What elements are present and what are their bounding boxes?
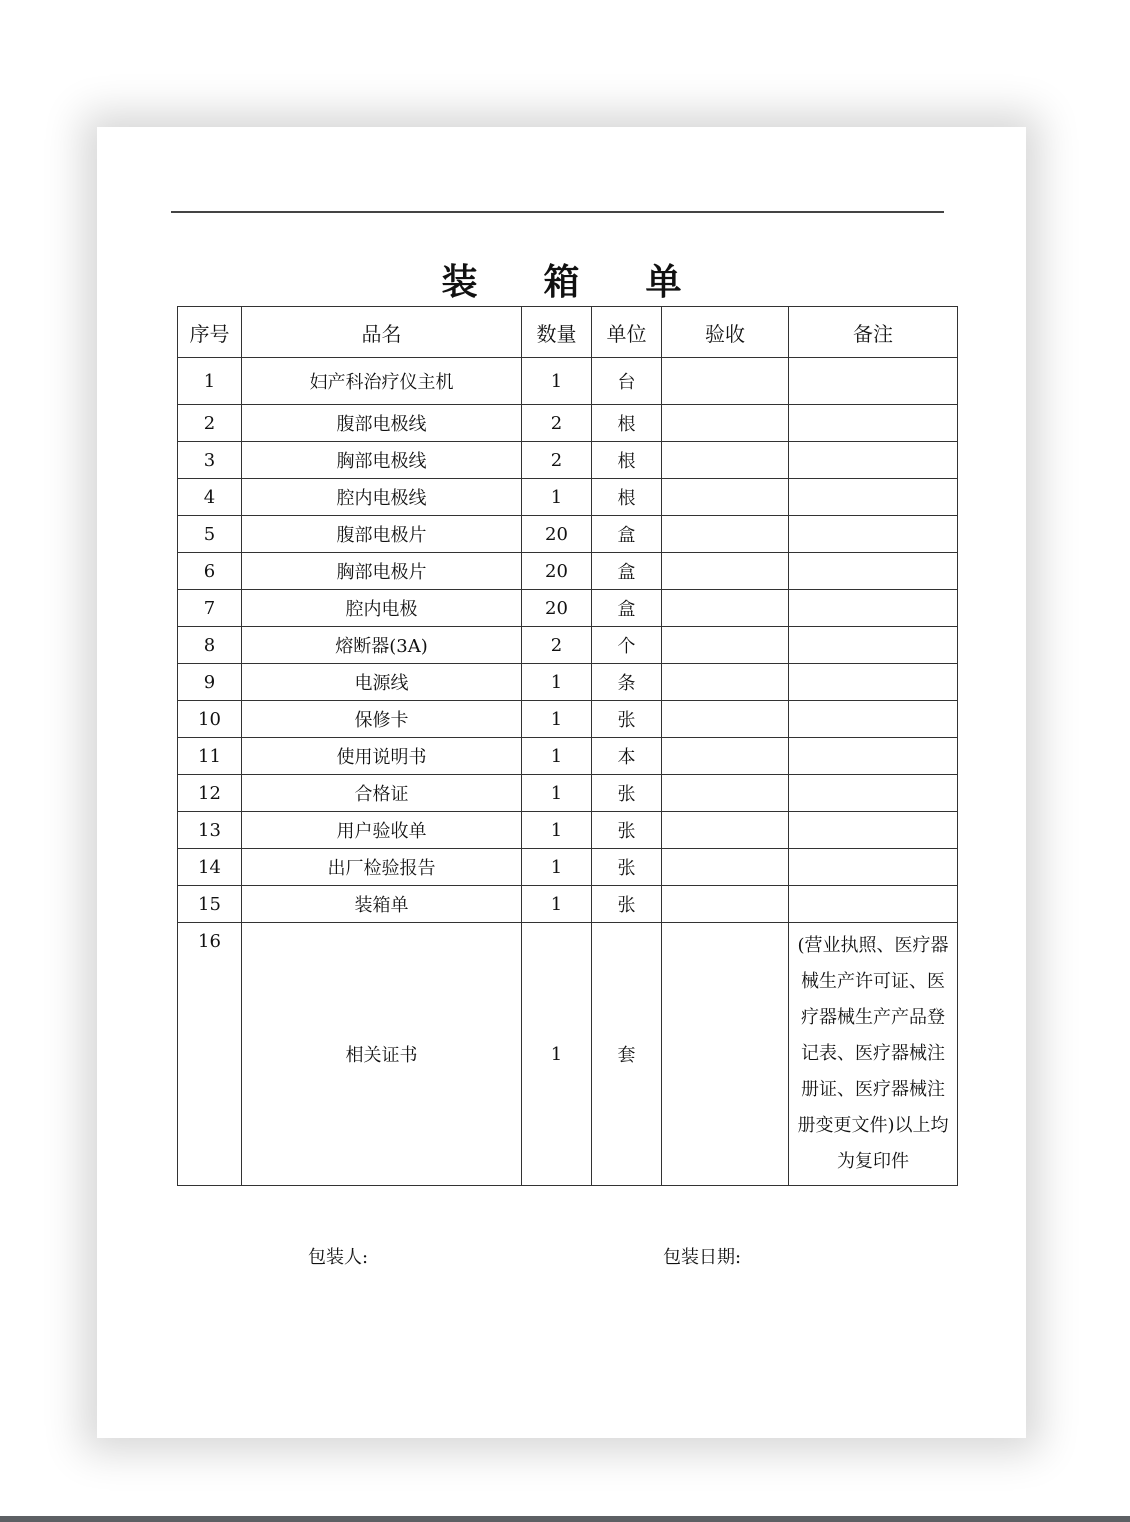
cell-inspection bbox=[662, 812, 789, 849]
cell-inspection bbox=[662, 553, 789, 590]
cell-item-name: 腔内电极线 bbox=[242, 479, 522, 516]
cell-inspection bbox=[662, 664, 789, 701]
table-row bbox=[178, 849, 958, 886]
cell-seq: 1 bbox=[178, 358, 242, 405]
table-row bbox=[178, 775, 958, 812]
cell-unit: 张 bbox=[592, 701, 662, 738]
cell-seq: 9 bbox=[178, 664, 242, 701]
table-row bbox=[178, 479, 958, 516]
cell-unit: 张 bbox=[592, 812, 662, 849]
table-row bbox=[178, 590, 958, 627]
cell-inspection bbox=[662, 479, 789, 516]
table-row bbox=[178, 627, 958, 664]
cell-item-name: 腹部电极片 bbox=[242, 516, 522, 553]
cell-quantity: 1 bbox=[522, 358, 592, 405]
cell-seq: 10 bbox=[178, 701, 242, 738]
cell-item-name: 合格证 bbox=[242, 775, 522, 812]
packer-label: 包装人: bbox=[308, 1247, 369, 1268]
cell-seq: 14 bbox=[178, 849, 242, 886]
cell-remarks bbox=[789, 812, 958, 849]
cell-unit: 套 bbox=[592, 923, 662, 1186]
cell-remarks bbox=[789, 849, 958, 886]
header-remarks: 备注 bbox=[789, 307, 958, 358]
cell-inspection bbox=[662, 590, 789, 627]
cell-unit: 个 bbox=[592, 627, 662, 664]
cell-quantity: 1 bbox=[522, 701, 592, 738]
cell-seq: 12 bbox=[178, 775, 242, 812]
cell-unit: 本 bbox=[592, 738, 662, 775]
cell-quantity: 1 bbox=[522, 886, 592, 923]
table-row bbox=[178, 701, 958, 738]
header-rule bbox=[171, 211, 944, 213]
cell-item-name: 胸部电极片 bbox=[242, 553, 522, 590]
cell-seq: 7 bbox=[178, 590, 242, 627]
table-row bbox=[178, 886, 958, 923]
cell-inspection bbox=[662, 701, 789, 738]
cell-quantity: 1 bbox=[522, 738, 592, 775]
cell-seq: 6 bbox=[178, 553, 242, 590]
table-row bbox=[178, 358, 958, 405]
cell-quantity: 2 bbox=[522, 442, 592, 479]
cell-inspection bbox=[662, 775, 789, 812]
cell-remarks bbox=[789, 479, 958, 516]
cell-remarks: (营业执照、医疗器械生产许可证、医疗器械生产产品登记表、医疗器械注册证、医疗器械注册变更文件)以上均为复印件 bbox=[789, 923, 958, 1186]
header-seq: 序号 bbox=[178, 307, 242, 358]
cell-inspection bbox=[662, 442, 789, 479]
table-row bbox=[178, 664, 958, 701]
cell-item-name: 保修卡 bbox=[242, 701, 522, 738]
header-unit: 单位 bbox=[592, 307, 662, 358]
cell-seq: 13 bbox=[178, 812, 242, 849]
table-row bbox=[178, 553, 958, 590]
cell-seq: 8 bbox=[178, 627, 242, 664]
pack-date-label: 包装日期: bbox=[663, 1247, 742, 1268]
cell-seq: 16 bbox=[178, 923, 242, 1186]
cell-item-name: 腔内电极 bbox=[242, 590, 522, 627]
cell-quantity: 2 bbox=[522, 405, 592, 442]
cell-remarks bbox=[789, 442, 958, 479]
cell-remarks bbox=[789, 553, 958, 590]
cell-inspection bbox=[662, 886, 789, 923]
cell-unit: 张 bbox=[592, 886, 662, 923]
cell-quantity: 1 bbox=[522, 849, 592, 886]
cell-remarks bbox=[789, 627, 958, 664]
cell-remarks bbox=[789, 775, 958, 812]
cell-remarks bbox=[789, 664, 958, 701]
cell-item-name: 妇产科治疗仪主机 bbox=[242, 358, 522, 405]
cell-item-name: 装箱单 bbox=[242, 886, 522, 923]
cell-quantity: 1 bbox=[522, 775, 592, 812]
header-item-name: 品名 bbox=[242, 307, 522, 358]
table-row bbox=[178, 923, 958, 1186]
table-body bbox=[178, 358, 958, 1186]
cell-item-name: 用户验收单 bbox=[242, 812, 522, 849]
table-row bbox=[178, 442, 958, 479]
cell-unit: 张 bbox=[592, 775, 662, 812]
packing-list-table bbox=[177, 306, 958, 1186]
cell-remarks bbox=[789, 886, 958, 923]
cell-quantity: 1 bbox=[522, 923, 592, 1186]
cell-inspection bbox=[662, 738, 789, 775]
cell-remarks bbox=[789, 738, 958, 775]
cell-seq: 3 bbox=[178, 442, 242, 479]
cell-remarks bbox=[789, 405, 958, 442]
cell-unit: 条 bbox=[592, 664, 662, 701]
table-row bbox=[178, 812, 958, 849]
cell-inspection bbox=[662, 923, 789, 1186]
document-title: 装箱单 bbox=[441, 261, 748, 303]
cell-quantity: 20 bbox=[522, 516, 592, 553]
cell-unit: 盒 bbox=[592, 553, 662, 590]
cell-remarks bbox=[789, 590, 958, 627]
document-page bbox=[97, 127, 1026, 1438]
cell-item-name: 熔断器(3A) bbox=[242, 627, 522, 664]
cell-inspection bbox=[662, 358, 789, 405]
cell-seq: 5 bbox=[178, 516, 242, 553]
cell-seq: 2 bbox=[178, 405, 242, 442]
header-quantity: 数量 bbox=[522, 307, 592, 358]
table-row bbox=[178, 738, 958, 775]
cell-item-name: 相关证书 bbox=[242, 923, 522, 1186]
cell-quantity: 2 bbox=[522, 627, 592, 664]
cell-item-name: 胸部电极线 bbox=[242, 442, 522, 479]
cell-unit: 根 bbox=[592, 479, 662, 516]
cell-quantity: 1 bbox=[522, 812, 592, 849]
cell-inspection bbox=[662, 849, 789, 886]
cell-unit: 盒 bbox=[592, 590, 662, 627]
cell-seq: 15 bbox=[178, 886, 242, 923]
cell-item-name: 使用说明书 bbox=[242, 738, 522, 775]
cell-inspection bbox=[662, 405, 789, 442]
cell-seq: 11 bbox=[178, 738, 242, 775]
cell-unit: 张 bbox=[592, 849, 662, 886]
cell-seq: 4 bbox=[178, 479, 242, 516]
cell-inspection bbox=[662, 516, 789, 553]
cell-quantity: 1 bbox=[522, 479, 592, 516]
table-header-row bbox=[178, 307, 958, 358]
header-inspection: 验收 bbox=[662, 307, 789, 358]
cell-item-name: 出厂检验报告 bbox=[242, 849, 522, 886]
cell-unit: 台 bbox=[592, 358, 662, 405]
cell-quantity: 1 bbox=[522, 664, 592, 701]
cell-unit: 根 bbox=[592, 405, 662, 442]
cell-inspection bbox=[662, 627, 789, 664]
table-row bbox=[178, 405, 958, 442]
cell-quantity: 20 bbox=[522, 553, 592, 590]
table-row bbox=[178, 516, 958, 553]
cell-remarks bbox=[789, 358, 958, 405]
cell-quantity: 20 bbox=[522, 590, 592, 627]
cell-unit: 根 bbox=[592, 442, 662, 479]
bottom-bar bbox=[0, 1516, 1130, 1522]
cell-remarks bbox=[789, 516, 958, 553]
cell-item-name: 腹部电极线 bbox=[242, 405, 522, 442]
cell-remarks bbox=[789, 701, 958, 738]
cell-item-name: 电源线 bbox=[242, 664, 522, 701]
cell-unit: 盒 bbox=[592, 516, 662, 553]
